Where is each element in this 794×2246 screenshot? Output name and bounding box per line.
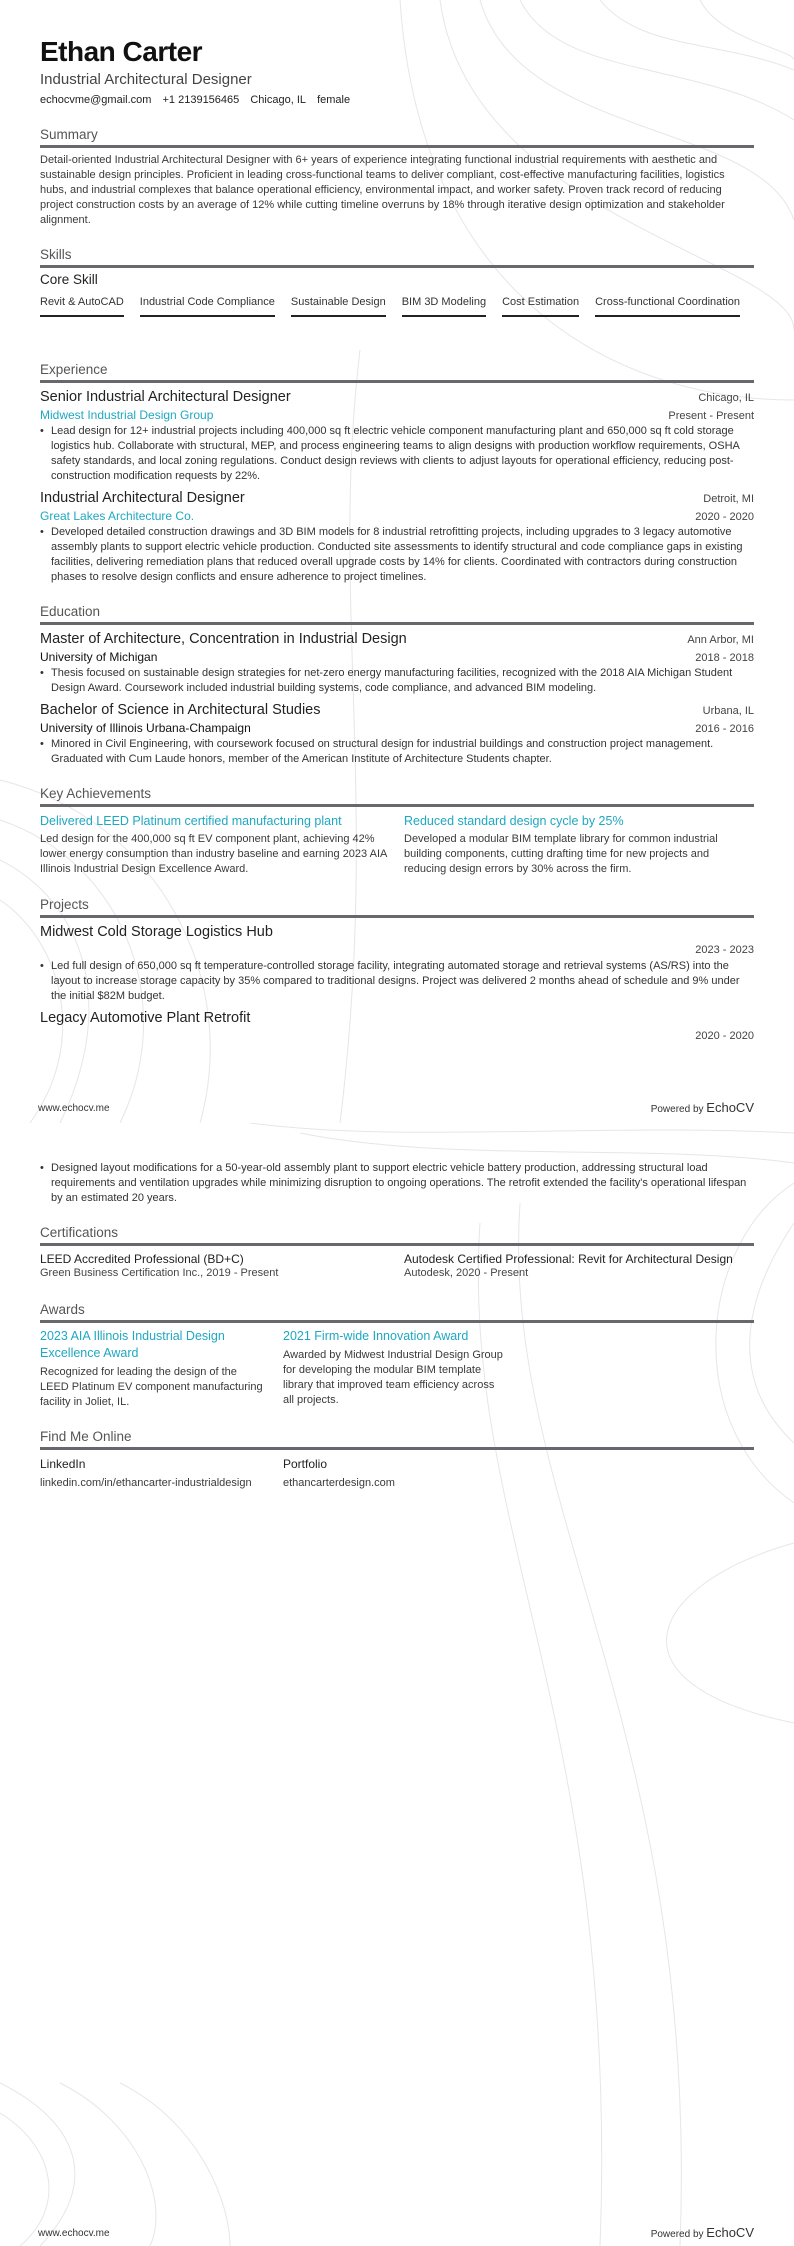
- online-label: Portfolio: [283, 1457, 328, 1471]
- edu-dates: 2016 - 2016: [695, 723, 754, 735]
- company-name: Great Lakes Architecture Co.: [40, 509, 195, 523]
- candidate-title: Industrial Architectural Designer: [40, 71, 252, 88]
- online-item: [283, 1456, 503, 1491]
- contact-info: [40, 94, 754, 106]
- contact-email[interactable]: echocvme@gmail.com: [40, 94, 152, 106]
- online-item: [40, 1456, 260, 1491]
- certification-detail: Green Business Certification Inc., 2019 - Present: [40, 1267, 279, 1279]
- job-bullet: • Lead design for 12+ industrial projects including 400,000 sq ft electric vehicle component manufacturing plant and 650,000 sq ft cold storage logistics hub. Collaborate with structural, MEP, and process engineering teams to align designs with production workflow requirements, OSHA safety standards, and local zoning regulations. Conduct design reviews with clients to adjust layouts for operational efficiency, reducing post-construction modification requests by 22%.: [40, 424, 754, 484]
- footer-site-link[interactable]: www.echocv.me: [38, 1103, 110, 1114]
- company-name: Midwest Industrial Design Group: [40, 408, 214, 422]
- job-title: Senior Industrial Architectural Designer: [40, 389, 291, 405]
- certification-detail: Autodesk, 2020 - Present: [404, 1267, 529, 1279]
- certification-item: [404, 1251, 764, 1279]
- skill-chip: Cross-functional Coordination: [595, 295, 740, 317]
- education-item: [40, 630, 754, 696]
- contact-gender: female: [317, 94, 351, 106]
- skills-heading: Skills: [40, 246, 754, 268]
- resume-page-2: [0, 1123, 794, 2246]
- echocv-logo: EchoCV: [706, 1100, 754, 1115]
- award-text: Recognized for leading the design of the LEED Platinum EV component manufacturing facility in Joliet, IL.: [40, 1366, 263, 1408]
- linkedin-link[interactable]: linkedin.com/in/ethancarter-industrialdesign: [40, 1477, 252, 1489]
- job-bullet: • Developed detailed construction drawings and 3D BIM models for 8 industrial retrofitting projects, including upgrades to 3 legacy automotive assembly plants to support electric vehicle production. Conducted site assessments to identify structural and code compliance gaps in existing facilities, delivering remediation plans that reduced overall upgrade costs by 14% for clients. Coordinated with contractors during construction phases to resolve design conflicts and ensure adherence to project timelines.: [40, 525, 754, 585]
- certification-name: LEED Accredited Professional (BD+C): [40, 1252, 244, 1266]
- skills-list: [40, 295, 754, 317]
- candidate-name: Ethan Carter: [40, 36, 203, 67]
- edu-dates: 2018 - 2018: [695, 652, 754, 664]
- skill-chip: Industrial Code Compliance: [140, 295, 275, 317]
- experience-item: [40, 388, 754, 484]
- degree: Bachelor of Science in Architectural Studies: [40, 702, 321, 718]
- skill-chip: Revit & AutoCAD: [40, 295, 124, 317]
- skill-group-label: Core Skill: [40, 272, 98, 287]
- project-continuation: [40, 1161, 754, 1206]
- skill-chip: Cost Estimation: [502, 295, 579, 317]
- education-item: [40, 701, 754, 767]
- topographic-background: [0, 1123, 794, 2246]
- project-item: [40, 1009, 754, 1045]
- achievement-item: [404, 812, 754, 877]
- edu-bullet: • Minored in Civil Engineering, with coursework focused on structural design for industrial buildings and construction project management. Graduated with Cum Laude honors, member of the American Institute of Architecture Students chapter.: [40, 737, 754, 767]
- achievement-text: Developed a modular BIM template library for common industrial building components, cutting drafting time for new projects and reducing design errors by 30% across the firm.: [404, 833, 718, 875]
- footer-powered-by: [651, 2225, 754, 2240]
- certifications-heading: Certifications: [40, 1224, 754, 1246]
- footer-site-link[interactable]: www.echocv.me: [38, 2228, 110, 2239]
- achievements-heading: Key Achievements: [40, 785, 754, 807]
- school-name: University of Michigan: [40, 650, 158, 664]
- summary-heading: Summary: [40, 126, 754, 148]
- award-text: Awarded by Midwest Industrial Design Group for developing the modular BIM template library that improved team efficiency across all projects.: [283, 1349, 503, 1406]
- portfolio-link[interactable]: ethancarterdesign.com: [283, 1477, 395, 1489]
- job-location: Detroit, MI: [703, 493, 754, 505]
- project-item: [40, 923, 754, 1004]
- degree: Master of Architecture, Concentration in Industrial Design: [40, 631, 407, 647]
- achievement-title: Reduced standard design cycle by 25%: [404, 814, 624, 828]
- summary-text: Detail-oriented Industrial Architectural Designer with 6+ years of experience integrating functional industrial requirements with aesthetic and sustainable design principles. Proficient in leading cross-functional teams to deliver compliant, cost-effective manufacturing facilities, logistics hubs, and industrial complexes that balance operational efficiency, environmental impact, and worker safety. Proven track record of reducing project construction costs by an average of 12% while cutting timeline overruns by 18% through iterative design optimization and stakeholder alignment.: [40, 154, 725, 226]
- achievement-title: Delivered LEED Platinum certified manufacturing plant: [40, 814, 342, 828]
- contact-location: Chicago, IL: [250, 94, 306, 106]
- edu-bullet: • Thesis focused on sustainable design strategies for net-zero energy manufacturing facilities, recognized with the 2018 AIA Michigan Student Design Award. Coursework included industrial building systems, code compliance, and advanced BIM modeling.: [40, 666, 754, 696]
- project-bullet: • Led full design of 650,000 sq ft temperature-controlled storage facility, integrating automated storage and retrieval systems (AS/RS) into the layout to increase storage capacity by 35% compared to traditional designs. Project was delivered 2 months ahead of schedule and 9% under the initial $82M budget.: [40, 959, 754, 1004]
- achievement-text: Led design for the 400,000 sq ft EV component plant, achieving 42% lower energy consumption than industry baseline and earning 2023 AIA Illinois Industrial Design Excellence Award.: [40, 833, 387, 875]
- online-label: LinkedIn: [40, 1457, 86, 1471]
- job-title: Industrial Architectural Designer: [40, 490, 245, 506]
- edu-location: Ann Arbor, MI: [687, 634, 754, 646]
- certification-name: Autodesk Certified Professional: Revit for Architectural Design: [404, 1252, 733, 1266]
- award-item: [283, 1328, 508, 1408]
- experience-heading: Experience: [40, 361, 754, 383]
- education-heading: Education: [40, 603, 754, 625]
- awards-heading: Awards: [40, 1301, 754, 1323]
- footer-powered-by: [651, 1100, 754, 1115]
- contact-phone[interactable]: +1 2139156465: [162, 94, 240, 106]
- job-dates: 2020 - 2020: [695, 511, 754, 523]
- job-dates: Present - Present: [668, 410, 754, 422]
- project-dates: 2023 - 2023: [695, 944, 754, 956]
- school-name: University of Illinois Urbana-Champaign: [40, 721, 251, 735]
- online-heading: Find Me Online: [40, 1428, 754, 1450]
- projects-heading: Projects: [40, 896, 754, 918]
- certification-item: [40, 1251, 390, 1279]
- project-title: Legacy Automotive Plant Retrofit: [40, 1010, 251, 1026]
- job-location: Chicago, IL: [698, 392, 754, 404]
- skill-chip: BIM 3D Modeling: [402, 295, 486, 317]
- project-bullet: • Designed layout modifications for a 50-year-old assembly plant to support electric vehicle battery production, addressing structural load requirements and ventilation upgrades while minimizing disruption to ongoing operations. The retrofit extended the facility's operational lifespan by an estimated 20 years.: [40, 1161, 754, 1206]
- project-title: Midwest Cold Storage Logistics Hub: [40, 924, 273, 940]
- powered-by-label: Powered by: [650, 1104, 704, 1115]
- award-item: [40, 1328, 265, 1410]
- project-dates: 2020 - 2020: [695, 1030, 754, 1042]
- experience-item: [40, 489, 754, 585]
- skill-chip: Sustainable Design: [291, 295, 386, 317]
- achievement-item: [40, 812, 390, 877]
- echocv-logo: EchoCV: [706, 2225, 754, 2240]
- powered-by-label: Powered by: [650, 2229, 704, 2240]
- award-title: 2021 Firm-wide Innovation Award: [283, 1329, 469, 1343]
- edu-location: Urbana, IL: [702, 705, 754, 717]
- award-title: 2023 AIA Illinois Industrial Design Excellence Award: [40, 1329, 225, 1360]
